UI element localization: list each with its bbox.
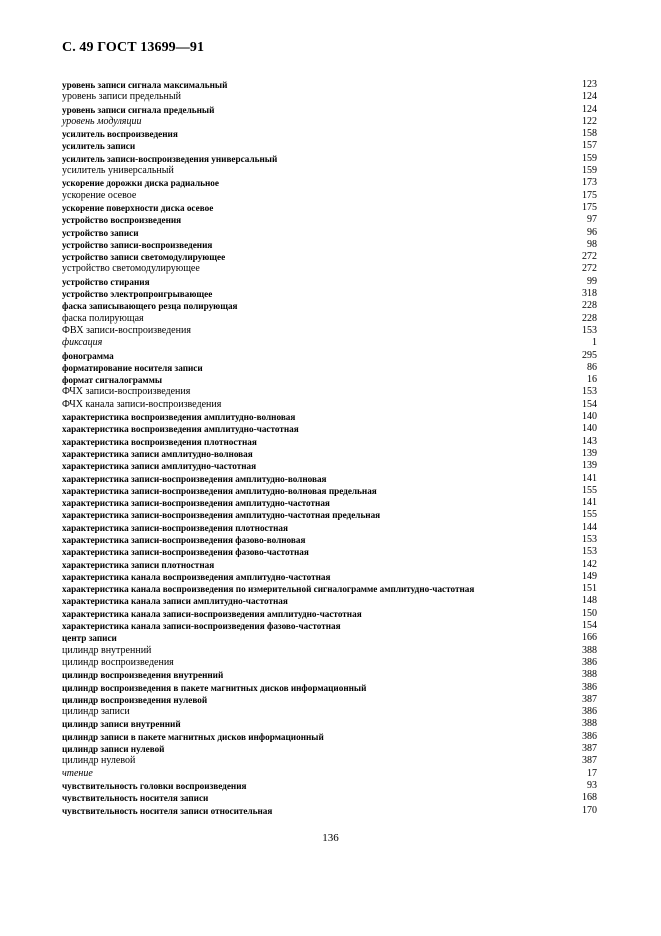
index-page-ref: 387 bbox=[582, 755, 597, 767]
index-term: характеристика записи-воспроизведения амплитудно-частотная предельная bbox=[62, 510, 381, 521]
index-entry bbox=[62, 718, 597, 730]
index-entry bbox=[62, 485, 597, 497]
index-term: цилиндр записи нулевой bbox=[62, 744, 165, 755]
index-term: характеристика записи плотностная bbox=[62, 559, 215, 570]
index-term: ФВХ записи-воспроизведения bbox=[62, 324, 191, 336]
index-entry bbox=[62, 645, 597, 657]
index-entry bbox=[62, 595, 597, 607]
index-page-ref: 142 bbox=[582, 558, 597, 570]
index-entry bbox=[62, 177, 597, 189]
index-entry bbox=[62, 546, 597, 558]
index-entry bbox=[62, 559, 597, 571]
index-entry bbox=[62, 288, 597, 300]
index-entry bbox=[62, 657, 597, 669]
index-entry bbox=[62, 423, 597, 435]
index-entry bbox=[62, 362, 597, 374]
index-page-ref: 153 bbox=[582, 324, 597, 336]
index-page-ref: 143 bbox=[582, 435, 597, 447]
index-entry bbox=[62, 214, 597, 226]
index-page-ref: 175 bbox=[582, 201, 597, 213]
index-entry bbox=[62, 165, 597, 177]
index-entry bbox=[62, 374, 597, 386]
index-term: ускорение осевое bbox=[62, 189, 137, 201]
index-term: характеристика воспроизведения плотностная bbox=[62, 436, 257, 447]
index-page-ref: 17 bbox=[587, 767, 597, 779]
index-entry bbox=[62, 694, 597, 706]
index-page-ref: 388 bbox=[582, 644, 597, 656]
index-term: устройство стирания bbox=[62, 276, 150, 287]
index-page-ref: 228 bbox=[582, 312, 597, 324]
index-entry bbox=[62, 276, 597, 288]
index-term: устройство записи bbox=[62, 227, 139, 238]
index-page-ref: 99 bbox=[587, 275, 597, 287]
index-entry bbox=[62, 202, 597, 214]
index-page-ref: 166 bbox=[582, 632, 597, 644]
index-term: чувствительность носителя записи относительная bbox=[62, 805, 273, 816]
index-page-ref: 122 bbox=[582, 115, 597, 127]
index-page-ref: 150 bbox=[582, 607, 597, 619]
index-page-ref: 153 bbox=[582, 546, 597, 558]
index-entry bbox=[62, 411, 597, 423]
index-page-ref: 141 bbox=[582, 472, 597, 484]
index-entry bbox=[62, 497, 597, 509]
index-page-ref: 173 bbox=[582, 177, 597, 189]
index-page-ref: 158 bbox=[582, 128, 597, 140]
index-term: ФЧХ записи-воспроизведения bbox=[62, 386, 191, 398]
index-page-ref: 139 bbox=[582, 460, 597, 472]
index-entry bbox=[62, 153, 597, 165]
index-page-ref: 168 bbox=[582, 792, 597, 804]
index-entry bbox=[62, 91, 597, 103]
index-page-ref: 170 bbox=[582, 804, 597, 816]
index-entry bbox=[62, 682, 597, 694]
index-term: цилиндр воспроизведения внутренний bbox=[62, 670, 224, 681]
index-page-ref: 272 bbox=[582, 263, 597, 275]
index-entry bbox=[62, 190, 597, 202]
index-page-ref: 151 bbox=[582, 583, 597, 595]
index-entry bbox=[62, 608, 597, 620]
index-page-ref: 386 bbox=[582, 681, 597, 693]
index-term: формат сигналограммы bbox=[62, 375, 163, 386]
index-entry bbox=[62, 140, 597, 152]
index-term: характеристика канала воспроизведения амплитудно-частотная bbox=[62, 571, 331, 582]
index-term: характеристика записи-воспроизведения фазово-волновая bbox=[62, 534, 306, 545]
index-entry bbox=[62, 706, 597, 718]
index-entry bbox=[62, 79, 597, 91]
index-entry bbox=[62, 571, 597, 583]
index-term: цилиндр воспроизведения bbox=[62, 656, 174, 668]
index-page-ref: 388 bbox=[582, 718, 597, 730]
index-page-ref: 97 bbox=[587, 214, 597, 226]
index-page-ref: 93 bbox=[587, 779, 597, 791]
index-page-ref: 159 bbox=[582, 165, 597, 177]
index-entry bbox=[62, 300, 597, 312]
index-entry bbox=[62, 104, 597, 116]
index-entry bbox=[62, 743, 597, 755]
index-entry bbox=[62, 768, 597, 780]
index-page-ref: 16 bbox=[587, 374, 597, 386]
index-entry bbox=[62, 337, 597, 349]
index-term: устройство электропроигрывающее bbox=[62, 289, 213, 300]
index-page-ref: 159 bbox=[582, 152, 597, 164]
index-term: уровень записи сигнала максимальный bbox=[62, 80, 228, 90]
index-term: характеристика воспроизведения амплитудно-частотная bbox=[62, 424, 299, 435]
index-term: характеристика записи-воспроизведения амплитудно-волновая bbox=[62, 473, 327, 484]
index-term: устройство воспроизведения bbox=[62, 215, 182, 226]
index-page-ref: 155 bbox=[582, 484, 597, 496]
index-entry bbox=[62, 805, 597, 817]
index-entry bbox=[62, 386, 597, 398]
index-entry bbox=[62, 436, 597, 448]
index-term: характеристика записи-воспроизведения амплитудно-волновая предельная bbox=[62, 485, 377, 496]
index-page-ref: 386 bbox=[582, 706, 597, 718]
index-term: фиксация bbox=[62, 337, 103, 349]
index-page-ref: 386 bbox=[582, 656, 597, 668]
index-term: чтение bbox=[62, 767, 93, 779]
index-page-ref: 96 bbox=[587, 226, 597, 238]
index-entry bbox=[62, 325, 597, 337]
index-term: цилиндр воспроизведения в пакете магнитных дисков информационный bbox=[62, 682, 367, 693]
index-entry bbox=[62, 509, 597, 521]
index-page-ref: 154 bbox=[582, 398, 597, 410]
index-term: характеристика записи-воспроизведения фазово-частотная bbox=[62, 547, 309, 558]
index-page-ref: 1 bbox=[592, 337, 597, 349]
index-term: чувствительность носителя записи bbox=[62, 793, 209, 804]
index-term: цилиндр записи bbox=[62, 706, 130, 718]
index-entry bbox=[62, 522, 597, 534]
index-entry bbox=[62, 227, 597, 239]
index-entry bbox=[62, 460, 597, 472]
index-page-ref: 157 bbox=[582, 140, 597, 152]
index-term: цилиндр записи внутренний bbox=[62, 719, 181, 730]
index-entry bbox=[62, 534, 597, 546]
index-term: усилитель записи bbox=[62, 141, 136, 152]
index-term: цилиндр записи в пакете магнитных дисков информационный bbox=[62, 731, 324, 742]
index-entry bbox=[62, 448, 597, 460]
index-term: фонограмма bbox=[62, 350, 114, 361]
index-entry bbox=[62, 620, 597, 632]
index-term: цилиндр нулевой bbox=[62, 755, 136, 767]
index-entry bbox=[62, 251, 597, 263]
index-page-ref: 148 bbox=[582, 595, 597, 607]
index-page-ref: 140 bbox=[582, 423, 597, 435]
index-term: уровень записи предельный bbox=[62, 91, 181, 103]
index-entry bbox=[62, 755, 597, 767]
index-page-ref: 140 bbox=[582, 411, 597, 423]
index-term: фаска полирующая bbox=[62, 312, 144, 324]
index-page-ref: 124 bbox=[582, 103, 597, 115]
index-page-ref: 387 bbox=[582, 743, 597, 755]
index-entry bbox=[62, 350, 597, 362]
index-list bbox=[62, 79, 597, 817]
index-entry bbox=[62, 473, 597, 485]
index-term: устройство записи светомодулирующее bbox=[62, 252, 226, 263]
index-page-ref: 387 bbox=[582, 693, 597, 705]
index-entry bbox=[62, 128, 597, 140]
index-term: форматирование носителя записи bbox=[62, 362, 203, 373]
index-page-ref: 295 bbox=[582, 349, 597, 361]
index-term: характеристика записи амплитудно-частотная bbox=[62, 461, 257, 472]
index-term: устройство записи-воспроизведения bbox=[62, 239, 213, 250]
index-entry bbox=[62, 669, 597, 681]
index-page-ref: 98 bbox=[587, 238, 597, 250]
index-entry bbox=[62, 632, 597, 644]
index-term: характеристика записи-воспроизведения амплитудно-частотная bbox=[62, 498, 330, 509]
page-number: 136 bbox=[322, 832, 339, 844]
index-term: центр записи bbox=[62, 633, 117, 644]
index-term: усилитель воспроизведения bbox=[62, 129, 178, 140]
index-term: характеристика канала воспроизведения по измерительной сигналограмме амплитудно-частотная bbox=[62, 584, 475, 595]
index-term: характеристика воспроизведения амплитудно-волновая bbox=[62, 412, 296, 423]
index-term: устройство светомодулирующее bbox=[62, 263, 200, 275]
index-page-ref: 141 bbox=[582, 497, 597, 509]
index-term: цилиндр воспроизведения нулевой bbox=[62, 694, 208, 705]
index-page-ref: 318 bbox=[582, 288, 597, 300]
index-term: цилиндр внутренний bbox=[62, 644, 152, 656]
index-page-ref: 86 bbox=[587, 361, 597, 373]
index-term: ускорение поверхности диска осевое bbox=[62, 202, 214, 213]
index-page-ref: 153 bbox=[582, 533, 597, 545]
index-page-ref: 272 bbox=[582, 251, 597, 263]
page-header: С. 49 ГОСТ 13699—91 bbox=[62, 40, 205, 55]
index-page-ref: 155 bbox=[582, 509, 597, 521]
index-term: ускорение дорожки диска радиальное bbox=[62, 178, 219, 189]
index-page-ref: 123 bbox=[582, 79, 597, 90]
index-page-ref: 228 bbox=[582, 300, 597, 312]
index-page-ref: 144 bbox=[582, 521, 597, 533]
index-term: усилитель записи-воспроизведения универсальный bbox=[62, 153, 278, 164]
index-page-ref: 154 bbox=[582, 620, 597, 632]
index-term: характеристика записи амплитудно-волновая bbox=[62, 448, 253, 459]
index-term: характеристика канала записи-воспроизведения амплитудно-частотная bbox=[62, 608, 362, 619]
index-entry bbox=[62, 239, 597, 251]
index-entry bbox=[62, 399, 597, 411]
index-entry bbox=[62, 583, 597, 595]
index-entry bbox=[62, 792, 597, 804]
index-term: фаска записывающего резца полирующая bbox=[62, 301, 238, 312]
index-entry bbox=[62, 263, 597, 275]
index-term: ФЧХ канала записи-воспроизведения bbox=[62, 398, 222, 410]
index-page-ref: 139 bbox=[582, 447, 597, 459]
index-term: характеристика канала записи амплитудно-частотная bbox=[62, 596, 288, 607]
index-term: чувствительность головки воспроизведения bbox=[62, 780, 247, 791]
index-entry bbox=[62, 731, 597, 743]
index-page-ref: 175 bbox=[582, 189, 597, 201]
index-term: уровень модуляции bbox=[62, 115, 142, 127]
index-entry bbox=[62, 116, 597, 128]
index-page-ref: 124 bbox=[582, 91, 597, 103]
index-term: характеристика записи-воспроизведения плотностная bbox=[62, 522, 288, 533]
index-term: усилитель универсальный bbox=[62, 165, 174, 177]
index-entry bbox=[62, 780, 597, 792]
index-page-ref: 388 bbox=[582, 669, 597, 681]
index-term: уровень записи сигнала предельный bbox=[62, 104, 215, 115]
index-page-ref: 153 bbox=[582, 386, 597, 398]
index-page-ref: 386 bbox=[582, 730, 597, 742]
index-entry bbox=[62, 313, 597, 325]
index-term: характеристика канала записи-воспроизведения фазово-частотная bbox=[62, 621, 341, 632]
index-page-ref: 149 bbox=[582, 570, 597, 582]
